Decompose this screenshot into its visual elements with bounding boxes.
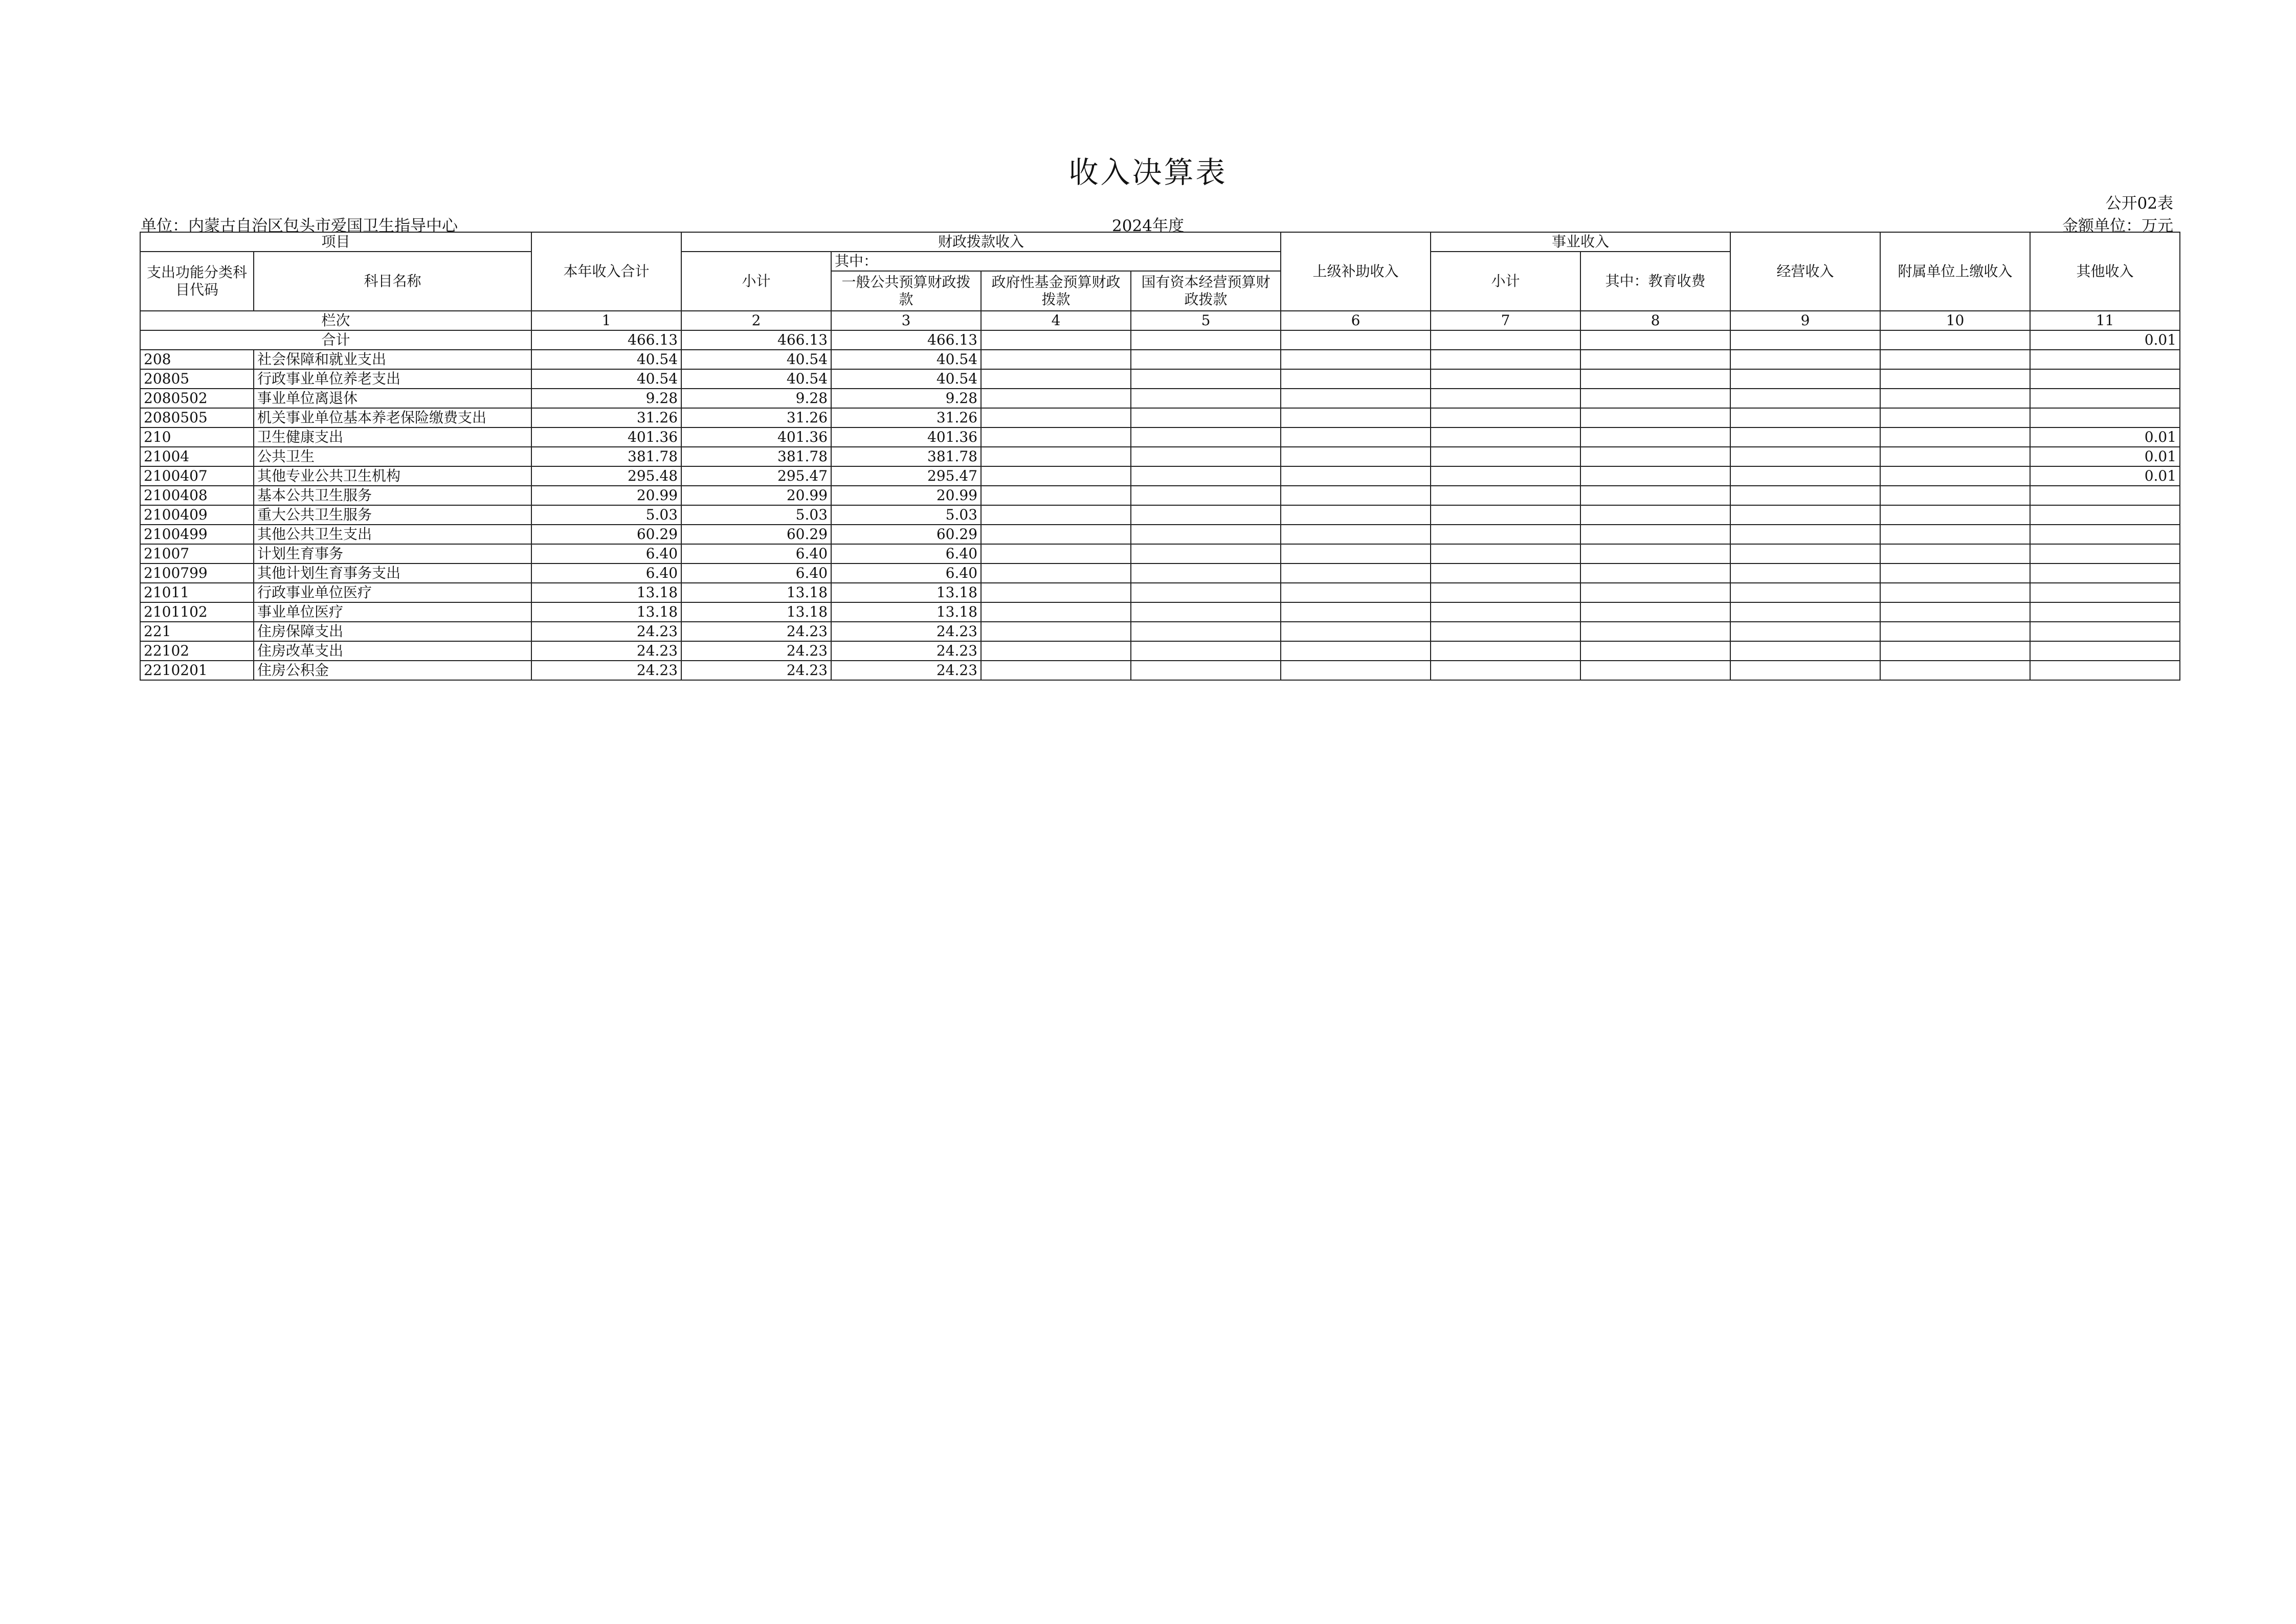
amount-cell — [1131, 622, 1281, 641]
table-row — [140, 661, 2180, 680]
table-row — [140, 563, 2180, 583]
table-row — [140, 408, 2180, 427]
amount-cell — [981, 602, 1131, 622]
amount-cell — [1730, 544, 1880, 563]
amount-cell: 40.54 — [831, 369, 981, 389]
amount-cell — [1281, 350, 1431, 369]
amount-cell — [2030, 389, 2180, 408]
amount-cell: 24.23 — [681, 641, 831, 661]
amount-cell: 6.40 — [831, 563, 981, 583]
subject-name-cell: 其他公共卫生支出 — [254, 525, 531, 544]
amount-cell — [2030, 525, 2180, 544]
column-number: 3 — [831, 311, 981, 330]
column-number: 4 — [981, 311, 1131, 330]
amount-cell — [1431, 466, 1580, 486]
column-number: 2 — [681, 311, 831, 330]
subject-name-cell: 行政事业单位养老支出 — [254, 369, 531, 389]
amount-cell: 31.26 — [531, 408, 681, 427]
table-row — [140, 389, 2180, 408]
amount-cell — [1880, 661, 2030, 680]
amount-cell: 401.36 — [831, 427, 981, 447]
column-number: 9 — [1730, 311, 1880, 330]
amount-cell: 24.23 — [831, 661, 981, 680]
subject-name-cell: 住房改革支出 — [254, 641, 531, 661]
amount-cell: 5.03 — [681, 505, 831, 525]
amount-cell — [1580, 622, 1730, 641]
amount-cell: 13.18 — [681, 583, 831, 602]
amount-cell: 9.28 — [681, 389, 831, 408]
subject-code-cell: 2080502 — [140, 389, 254, 408]
amount-cell — [1131, 544, 1281, 563]
amount-cell: 295.47 — [831, 466, 981, 486]
subject-code-cell: 21011 — [140, 583, 254, 602]
subject-name-cell: 住房保障支出 — [254, 622, 531, 641]
subject-code-cell: 21007 — [140, 544, 254, 563]
amount-cell — [1580, 544, 1730, 563]
amount-cell — [1730, 602, 1880, 622]
amount-cell: 0.01 — [2030, 466, 2180, 486]
amount-cell — [1131, 408, 1281, 427]
header-fiscal-fund: 政府性基金预算财政拨款 — [981, 271, 1131, 311]
amount-cell — [1281, 389, 1431, 408]
amount-cell — [1730, 447, 1880, 466]
header-total: 本年收入合计 — [531, 232, 681, 311]
amount-cell: 9.28 — [531, 389, 681, 408]
amount-cell — [981, 544, 1131, 563]
amount-cell — [1281, 505, 1431, 525]
table-row — [140, 602, 2180, 622]
amount-cell: 31.26 — [831, 408, 981, 427]
amount-cell — [1131, 466, 1281, 486]
amount-cell — [1281, 427, 1431, 447]
amount-cell: 401.36 — [681, 427, 831, 447]
amount-cell — [1131, 486, 1281, 505]
amount-cell — [1580, 563, 1730, 583]
amount-cell — [1880, 486, 2030, 505]
amount-cell — [1431, 427, 1580, 447]
amount-cell — [1431, 622, 1580, 641]
subject-name-cell: 住房公积金 — [254, 661, 531, 680]
total-value-cell — [1880, 330, 2030, 350]
amount-cell — [1281, 544, 1431, 563]
header-fiscal-of-which: 其中： — [831, 252, 1281, 271]
amount-cell — [2030, 505, 2180, 525]
amount-cell — [1431, 563, 1580, 583]
total-value-cell — [1730, 330, 1880, 350]
amount-cell: 381.78 — [681, 447, 831, 466]
amount-cell — [1431, 641, 1580, 661]
table-row — [140, 466, 2180, 486]
amount-cell: 6.40 — [531, 563, 681, 583]
amount-cell — [1580, 466, 1730, 486]
amount-cell — [981, 563, 1131, 583]
amount-cell — [1880, 525, 2030, 544]
amount-cell: 0.01 — [2030, 447, 2180, 466]
subject-code-cell: 2080505 — [140, 408, 254, 427]
amount-cell: 24.23 — [531, 661, 681, 680]
amount-cell — [1431, 544, 1580, 563]
amount-cell — [2030, 544, 2180, 563]
amount-cell — [981, 447, 1131, 466]
subject-code-cell: 2100409 — [140, 505, 254, 525]
amount-cell — [1281, 583, 1431, 602]
amount-cell — [1131, 505, 1281, 525]
header-operating: 经营收入 — [1730, 232, 1880, 311]
year-label: 2024年度 — [1112, 217, 1184, 235]
column-number: 10 — [1880, 311, 2030, 330]
table-row — [140, 544, 2180, 563]
amount-cell — [1880, 583, 2030, 602]
amount-cell: 60.29 — [681, 525, 831, 544]
header-code: 支出功能分类科目代码 — [140, 252, 254, 311]
amount-cell — [1431, 447, 1580, 466]
amount-cell — [1730, 661, 1880, 680]
subject-code-cell: 21004 — [140, 447, 254, 466]
amount-cell — [1281, 661, 1431, 680]
amount-cell: 13.18 — [531, 583, 681, 602]
total-value-cell: 0.01 — [2030, 330, 2180, 350]
amount-cell — [1281, 369, 1431, 389]
subject-code-cell: 22102 — [140, 641, 254, 661]
amount-cell — [981, 622, 1131, 641]
table-row — [140, 525, 2180, 544]
amount-cell — [2030, 661, 2180, 680]
subject-code-cell: 2210201 — [140, 661, 254, 680]
amount-cell — [1431, 583, 1580, 602]
amount-cell — [1131, 661, 1281, 680]
header-affiliated: 附属单位上缴收入 — [1880, 232, 2030, 311]
amount-cell — [1431, 486, 1580, 505]
subject-name-cell: 事业单位医疗 — [254, 602, 531, 622]
header-business-education: 其中：教育收费 — [1580, 252, 1730, 311]
amount-cell — [1730, 427, 1880, 447]
subject-code-cell: 2100407 — [140, 466, 254, 486]
amount-cell: 24.23 — [681, 661, 831, 680]
amount-cell — [1880, 544, 2030, 563]
amount-cell — [1580, 641, 1730, 661]
column-number: 6 — [1281, 311, 1431, 330]
amount-cell: 0.01 — [2030, 427, 2180, 447]
table-row — [140, 369, 2180, 389]
page-title: 收入决算表 — [1068, 155, 1228, 190]
amount-cell — [981, 486, 1131, 505]
subject-name-cell: 基本公共卫生服务 — [254, 486, 531, 505]
table-number: 公开02表 — [2105, 194, 2173, 213]
amount-cell — [1131, 602, 1281, 622]
amount-cell — [1131, 563, 1281, 583]
header-fiscal: 财政拨款收入 — [681, 232, 1281, 252]
amount-cell — [1730, 505, 1880, 525]
amount-cell — [1281, 525, 1431, 544]
amount-cell — [1131, 350, 1281, 369]
subject-name-cell: 计划生育事务 — [254, 544, 531, 563]
total-value-cell — [1131, 330, 1281, 350]
amount-cell: 24.23 — [531, 641, 681, 661]
table-row — [140, 641, 2180, 661]
amount-cell: 6.40 — [831, 544, 981, 563]
amount-cell — [1880, 369, 2030, 389]
amount-cell: 20.99 — [531, 486, 681, 505]
total-value-cell — [981, 330, 1131, 350]
column-number: 5 — [1131, 311, 1281, 330]
income-table — [140, 232, 2180, 681]
subject-code-cell: 20805 — [140, 369, 254, 389]
amount-cell — [1880, 563, 2030, 583]
table-row — [140, 447, 2180, 466]
header-fiscal-state: 国有资本经营预算财政拨款 — [1131, 271, 1281, 311]
amount-cell — [1431, 525, 1580, 544]
subject-code-cell: 208 — [140, 350, 254, 369]
amount-cell — [1281, 602, 1431, 622]
amount-cell: 20.99 — [681, 486, 831, 505]
table-row — [140, 427, 2180, 447]
amount-cell — [1281, 486, 1431, 505]
amount-cell — [1431, 408, 1580, 427]
amount-cell — [1580, 447, 1730, 466]
subject-name-cell: 卫生健康支出 — [254, 427, 531, 447]
amount-cell — [1880, 466, 2030, 486]
amount-cell: 6.40 — [531, 544, 681, 563]
total-value-cell: 466.13 — [831, 330, 981, 350]
amount-cell — [1880, 505, 2030, 525]
amount-cell — [981, 583, 1131, 602]
amount-cell — [2030, 408, 2180, 427]
header-business-subtotal: 小计 — [1431, 252, 1580, 311]
amount-cell — [1431, 602, 1580, 622]
amount-cell — [1131, 447, 1281, 466]
amount-cell — [1580, 583, 1730, 602]
amount-cell — [1131, 525, 1281, 544]
amount-cell: 24.23 — [531, 622, 681, 641]
amount-cell — [1281, 466, 1431, 486]
table-row — [140, 486, 2180, 505]
subject-name-cell: 重大公共卫生服务 — [254, 505, 531, 525]
amount-cell: 401.36 — [531, 427, 681, 447]
amount-cell — [1431, 369, 1580, 389]
column-number: 7 — [1431, 311, 1580, 330]
total-value-cell — [1281, 330, 1431, 350]
amount-cell — [1730, 408, 1880, 427]
total-value-cell — [1431, 330, 1580, 350]
amount-cell — [1730, 369, 1880, 389]
header-name: 科目名称 — [254, 252, 531, 311]
amount-cell: 60.29 — [831, 525, 981, 544]
amount-cell — [1131, 583, 1281, 602]
amount-cell — [1131, 369, 1281, 389]
amount-cell: 295.47 — [681, 466, 831, 486]
column-number: 8 — [1580, 311, 1730, 330]
amount-cell — [1580, 408, 1730, 427]
amount-cell — [1580, 661, 1730, 680]
amount-cell — [1281, 641, 1431, 661]
total-value-cell: 466.13 — [681, 330, 831, 350]
amount-cell — [1580, 350, 1730, 369]
header-business: 事业收入 — [1431, 232, 1730, 252]
amount-cell — [1281, 563, 1431, 583]
unit-label: 单位：内蒙古自治区包头市爱国卫生指导中心 — [141, 217, 458, 235]
amount-cell — [981, 466, 1131, 486]
amount-cell — [981, 661, 1131, 680]
amount-cell — [1580, 486, 1730, 505]
amount-cell: 381.78 — [531, 447, 681, 466]
amount-cell: 31.26 — [681, 408, 831, 427]
amount-cell — [2030, 602, 2180, 622]
amount-cell — [1431, 389, 1580, 408]
amount-cell — [1730, 486, 1880, 505]
subject-name-cell: 其他专业公共卫生机构 — [254, 466, 531, 486]
subject-code-cell: 2101102 — [140, 602, 254, 622]
column-number-label: 栏次 — [140, 311, 531, 330]
amount-cell — [1580, 525, 1730, 544]
amount-cell: 13.18 — [831, 602, 981, 622]
subject-name-cell: 行政事业单位医疗 — [254, 583, 531, 602]
amount-cell — [981, 427, 1131, 447]
amount-cell — [1730, 525, 1880, 544]
amount-cell — [1580, 602, 1730, 622]
amount-cell — [1730, 583, 1880, 602]
amount-cell — [981, 350, 1131, 369]
amount-cell — [1730, 641, 1880, 661]
amount-cell — [1880, 447, 2030, 466]
amount-cell: 24.23 — [831, 641, 981, 661]
amount-cell — [2030, 622, 2180, 641]
total-row-label: 合计 — [140, 330, 531, 350]
subject-code-cell: 210 — [140, 427, 254, 447]
amount-cell — [1431, 661, 1580, 680]
amount-cell: 40.54 — [531, 369, 681, 389]
amount-unit-label: 金额单位：万元 — [2062, 217, 2173, 235]
amount-cell — [1880, 350, 2030, 369]
amount-cell — [1281, 622, 1431, 641]
amount-cell — [1580, 505, 1730, 525]
amount-cell: 5.03 — [531, 505, 681, 525]
amount-cell: 24.23 — [681, 622, 831, 641]
amount-cell — [1580, 427, 1730, 447]
table-row — [140, 583, 2180, 602]
amount-cell — [981, 525, 1131, 544]
amount-cell — [981, 369, 1131, 389]
amount-cell — [2030, 583, 2180, 602]
total-value-cell: 466.13 — [531, 330, 681, 350]
amount-cell: 381.78 — [831, 447, 981, 466]
amount-cell: 6.40 — [681, 563, 831, 583]
total-value-cell — [1580, 330, 1730, 350]
amount-cell — [1730, 563, 1880, 583]
amount-cell: 13.18 — [531, 602, 681, 622]
amount-cell: 295.48 — [531, 466, 681, 486]
amount-cell — [1880, 602, 2030, 622]
amount-cell — [1281, 408, 1431, 427]
table-row — [140, 622, 2180, 641]
subject-code-cell: 221 — [140, 622, 254, 641]
amount-cell — [1880, 622, 2030, 641]
amount-cell — [2030, 563, 2180, 583]
subject-name-cell: 其他计划生育事务支出 — [254, 563, 531, 583]
amount-cell — [1880, 427, 2030, 447]
header-superior: 上级补助收入 — [1281, 232, 1431, 311]
amount-cell: 40.54 — [831, 350, 981, 369]
amount-cell — [2030, 641, 2180, 661]
table-row — [140, 350, 2180, 369]
amount-cell — [1281, 447, 1431, 466]
amount-cell — [1580, 389, 1730, 408]
header-fiscal-subtotal: 小计 — [681, 252, 831, 311]
amount-cell — [1580, 369, 1730, 389]
subject-code-cell: 2100499 — [140, 525, 254, 544]
amount-cell — [2030, 369, 2180, 389]
amount-cell — [981, 505, 1131, 525]
amount-cell — [1880, 408, 2030, 427]
amount-cell — [1431, 350, 1580, 369]
amount-cell — [1730, 389, 1880, 408]
amount-cell: 5.03 — [831, 505, 981, 525]
header-item: 项目 — [140, 232, 531, 252]
header-fiscal-general: 一般公共预算财政拨款 — [831, 271, 981, 311]
subject-code-cell: 2100799 — [140, 563, 254, 583]
amount-cell: 13.18 — [831, 583, 981, 602]
table-row — [140, 505, 2180, 525]
amount-cell: 40.54 — [681, 350, 831, 369]
amount-cell — [1880, 389, 2030, 408]
amount-cell — [1880, 641, 2030, 661]
header-other: 其他收入 — [2030, 232, 2180, 311]
amount-cell: 24.23 — [831, 622, 981, 641]
amount-cell — [1131, 427, 1281, 447]
amount-cell — [1131, 389, 1281, 408]
amount-cell — [1131, 641, 1281, 661]
subject-name-cell: 公共卫生 — [254, 447, 531, 466]
amount-cell — [1431, 505, 1580, 525]
subject-name-cell: 机关事业单位基本养老保险缴费支出 — [254, 408, 531, 427]
amount-cell: 20.99 — [831, 486, 981, 505]
amount-cell: 40.54 — [531, 350, 681, 369]
subject-code-cell: 2100408 — [140, 486, 254, 505]
amount-cell — [1730, 622, 1880, 641]
amount-cell — [1730, 350, 1880, 369]
column-number: 11 — [2030, 311, 2180, 330]
amount-cell: 6.40 — [681, 544, 831, 563]
subject-name-cell: 事业单位离退休 — [254, 389, 531, 408]
amount-cell: 40.54 — [681, 369, 831, 389]
amount-cell — [2030, 350, 2180, 369]
amount-cell — [2030, 486, 2180, 505]
amount-cell — [981, 408, 1131, 427]
subject-name-cell: 社会保障和就业支出 — [254, 350, 531, 369]
amount-cell — [1730, 466, 1880, 486]
column-number: 1 — [531, 311, 681, 330]
amount-cell: 60.29 — [531, 525, 681, 544]
amount-cell: 13.18 — [681, 602, 831, 622]
amount-cell — [981, 641, 1131, 661]
amount-cell: 9.28 — [831, 389, 981, 408]
amount-cell — [981, 389, 1131, 408]
